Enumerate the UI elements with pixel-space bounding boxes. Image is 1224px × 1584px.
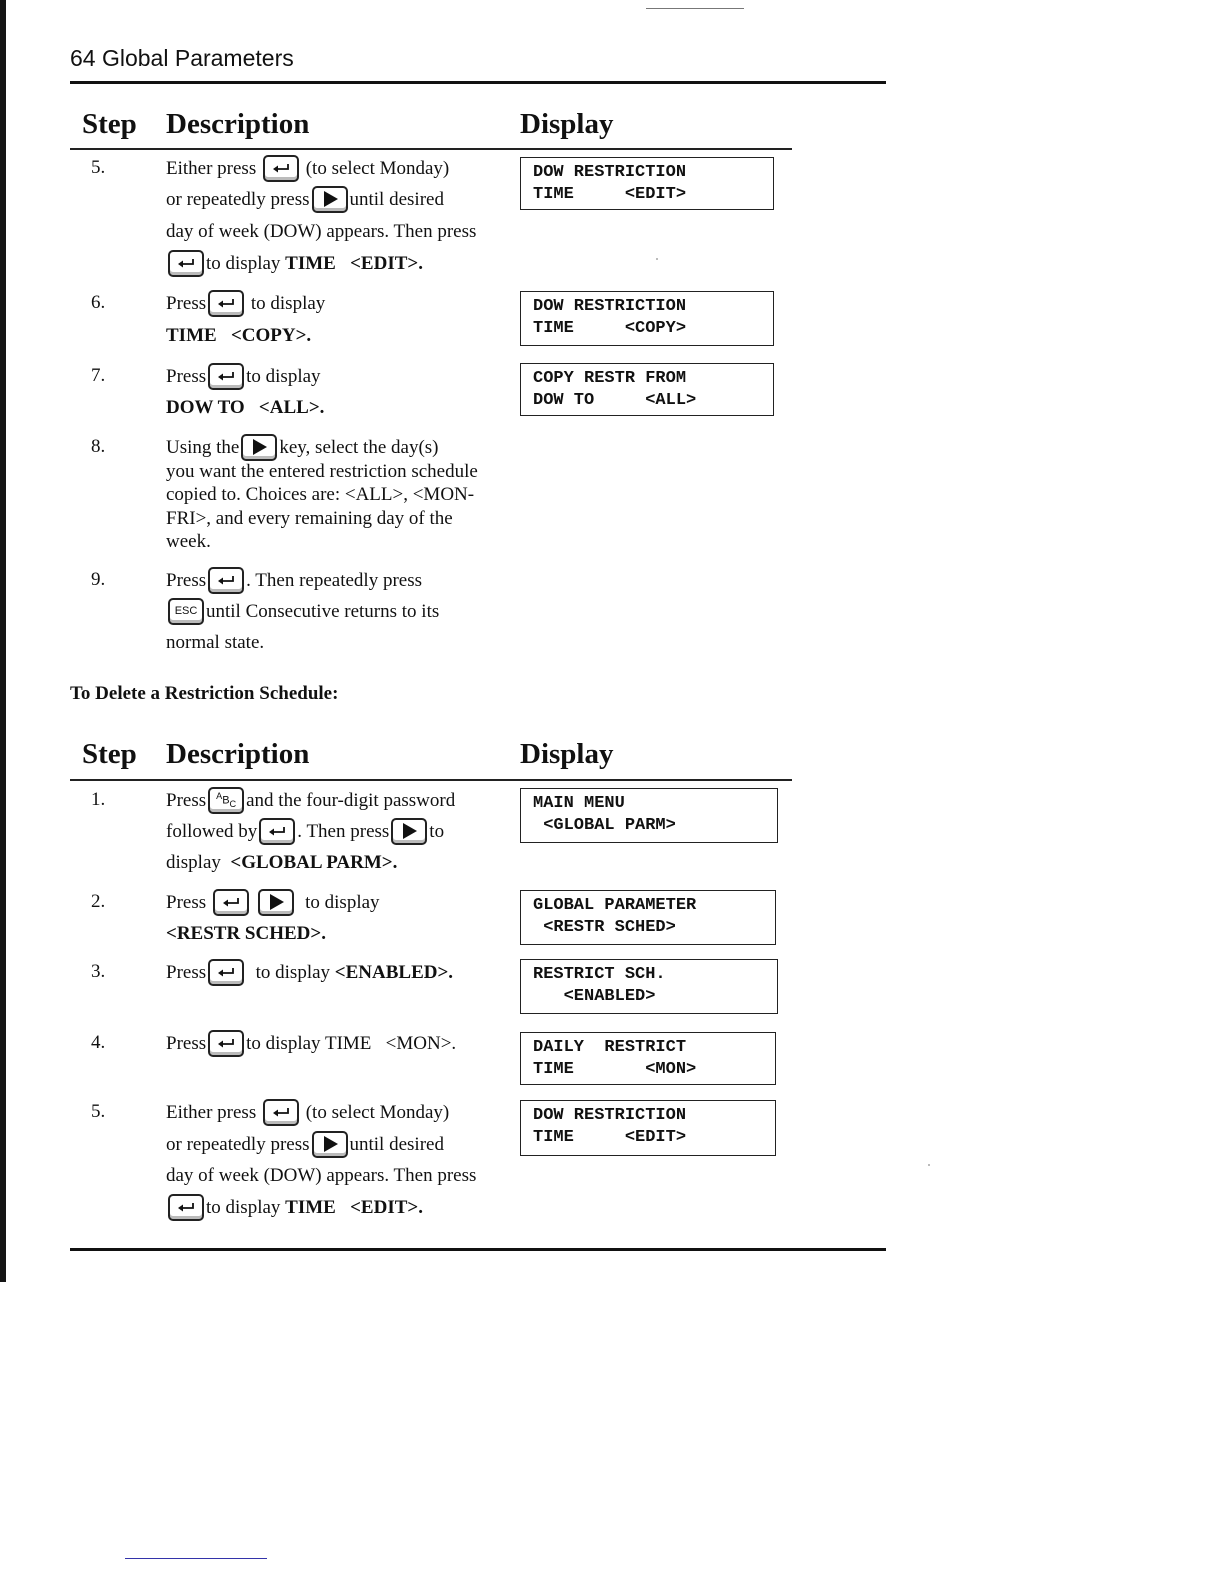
step-line: Either press (to select Monday) xyxy=(166,157,449,182)
step-line: TIME <COPY>. xyxy=(166,325,312,346)
lcd-display: DOW RESTRICTION TIME <EDIT> xyxy=(520,1100,776,1156)
enter-key-icon xyxy=(259,818,295,845)
right-arrow-key-icon xyxy=(312,186,348,213)
step-line: Press . Then repeatedly press xyxy=(166,569,422,594)
abc-key-label: $^AB_C$ xyxy=(216,791,237,810)
step-line: Press to display xyxy=(166,365,321,390)
scan-speck xyxy=(656,258,658,260)
enter-key-icon xyxy=(168,1194,204,1221)
step-line: day of week (DOW) appears. Then press xyxy=(166,1165,477,1186)
esc-key-label: ESC xyxy=(174,605,198,618)
enter-key-icon xyxy=(208,363,244,390)
step-line: Using the key, select the day(s) xyxy=(166,436,439,461)
enter-key-icon xyxy=(208,567,244,594)
enter-key-icon xyxy=(263,1099,299,1126)
step-line: FRI>, and every remaining day of the xyxy=(166,508,453,529)
col-description-heading: Description xyxy=(166,738,310,770)
enter-key-icon xyxy=(168,250,204,277)
col-display-heading: Display xyxy=(520,738,614,770)
abc-key-icon xyxy=(208,787,244,814)
step-line: Press to display xyxy=(166,891,380,916)
step-number: 2. xyxy=(91,891,106,912)
step-line: day of week (DOW) appears. Then press xyxy=(166,221,477,242)
table-head-rule xyxy=(70,148,792,150)
step-line: Press to display xyxy=(166,292,325,317)
step-line: to display TIME <EDIT>. xyxy=(166,1196,423,1221)
step-line: Press to display <ENABLED>. xyxy=(166,961,453,986)
footer-rule xyxy=(70,1248,886,1251)
header-rule xyxy=(70,81,886,84)
scan-edge-rule xyxy=(0,0,6,1282)
step-line: display <GLOBAL PARM>. xyxy=(166,852,398,873)
step-line: followed by . Then press to xyxy=(166,820,444,845)
step-line: you want the entered restriction schedule xyxy=(166,461,478,482)
right-arrow-key-icon xyxy=(312,1131,348,1158)
step-line: or repeatedly press until desired xyxy=(166,188,444,213)
col-step-heading: Step xyxy=(82,108,137,140)
enter-key-icon xyxy=(213,889,249,916)
enter-key-icon xyxy=(208,290,244,317)
step-number: 8. xyxy=(91,436,106,457)
lcd-display: DOW RESTRICTION TIME <COPY> xyxy=(520,291,774,346)
lcd-display: DOW RESTRICTION TIME <EDIT> xyxy=(520,157,774,210)
step-line: week. xyxy=(166,531,211,552)
step-number: 9. xyxy=(91,569,106,590)
step-line: normal state. xyxy=(166,632,265,653)
step-line: Press $^AB_C$ and the four-digit password xyxy=(166,789,455,814)
lcd-display: RESTRICT SCH. <ENABLED> xyxy=(520,959,778,1014)
step-line: DOW TO <ALL>. xyxy=(166,397,325,418)
step-line: <RESTR SCHED>. xyxy=(166,923,326,944)
right-arrow-key-icon xyxy=(258,889,294,916)
section-title: To Delete a Restriction Schedule: xyxy=(70,683,339,704)
step-number: 5. xyxy=(91,157,106,178)
page-header: 64 Global Parameters xyxy=(70,45,294,71)
col-description-heading: Description xyxy=(166,108,310,140)
step-line: copied to. Choices are: <ALL>, <MON- xyxy=(166,484,475,505)
table-head-rule xyxy=(70,779,792,781)
lcd-display: DAILY RESTRICT TIME <MON> xyxy=(520,1032,776,1085)
step-number: 7. xyxy=(91,365,106,386)
step-number: 3. xyxy=(91,961,106,982)
step-number: 5. xyxy=(91,1101,106,1122)
step-line: to display TIME <EDIT>. xyxy=(166,252,423,277)
col-display-heading: Display xyxy=(520,108,614,140)
lcd-display: COPY RESTR FROM DOW TO <ALL> xyxy=(520,363,774,416)
lcd-display: GLOBAL PARAMETER <RESTR SCHED> xyxy=(520,890,776,945)
lcd-display: MAIN MENU <GLOBAL PARM> xyxy=(520,788,778,843)
scan-footer-mark xyxy=(125,1558,267,1559)
right-arrow-key-icon xyxy=(391,818,427,845)
scan-top-mark xyxy=(646,8,744,9)
right-arrow-key-icon xyxy=(241,434,277,461)
step-line: Press to display TIME <MON>. xyxy=(166,1032,456,1057)
enter-key-icon xyxy=(263,155,299,182)
scan-speck xyxy=(928,1164,930,1166)
step-line: ESC until Consecutive returns to its xyxy=(166,600,439,625)
step-line: Either press (to select Monday) xyxy=(166,1101,449,1126)
step-number: 4. xyxy=(91,1032,106,1053)
step-number: 1. xyxy=(91,789,106,810)
col-step-heading: Step xyxy=(82,738,137,770)
step-line: or repeatedly press until desired xyxy=(166,1133,444,1158)
enter-key-icon xyxy=(208,1030,244,1057)
step-number: 6. xyxy=(91,292,106,313)
enter-key-icon xyxy=(208,959,244,986)
esc-key-icon xyxy=(168,598,204,625)
